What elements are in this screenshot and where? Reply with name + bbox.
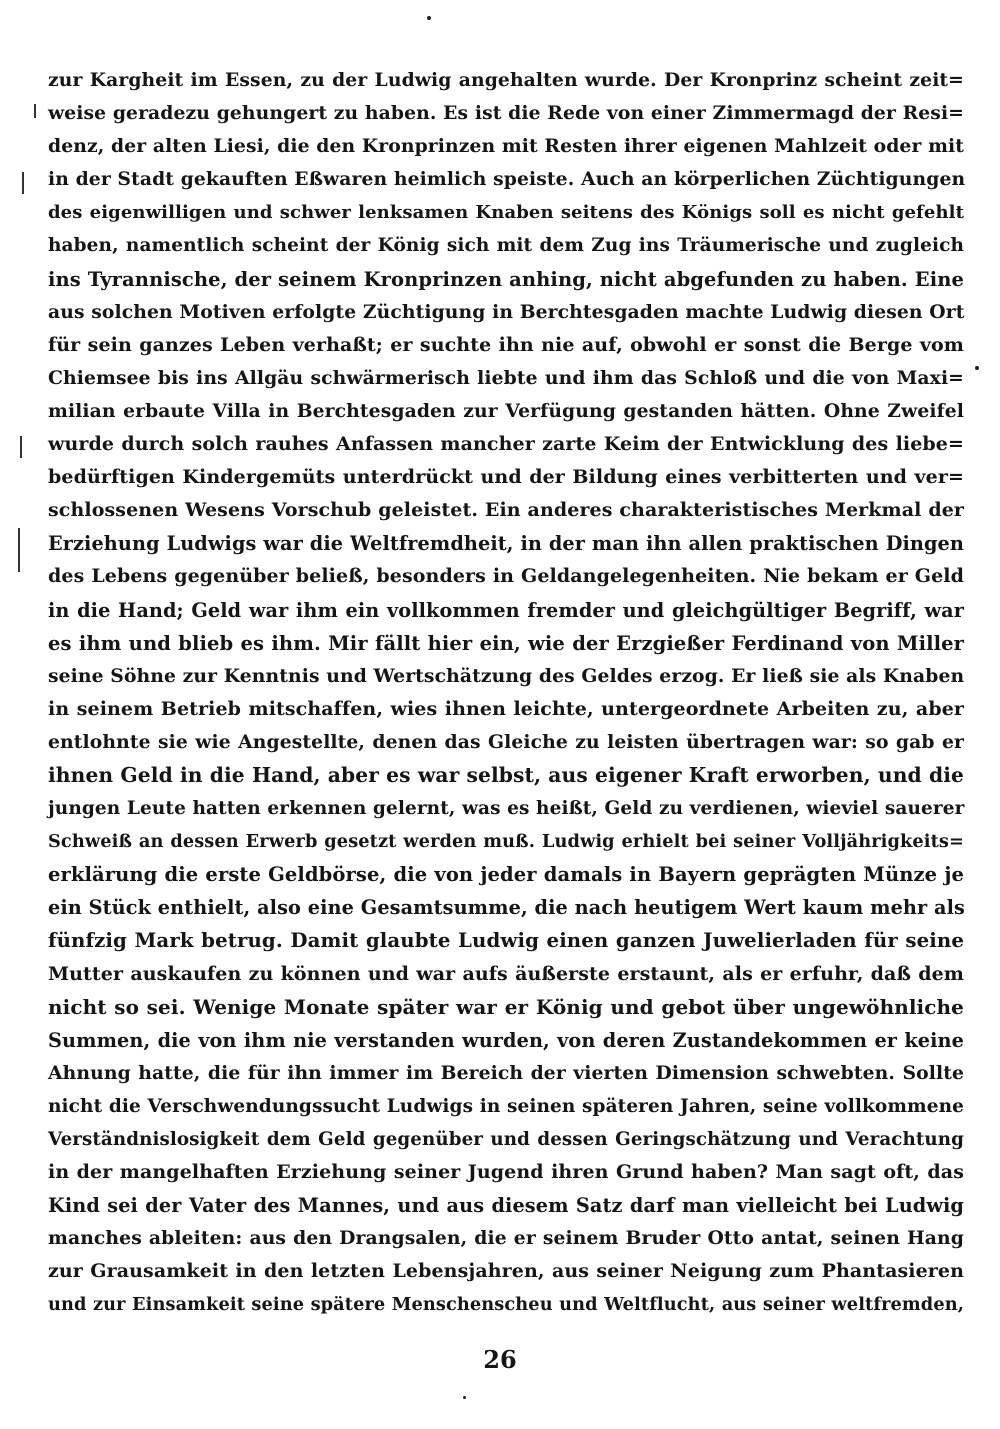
text-line: wurde durch solch rauhes Anfassen mancher zarte Keim der Entwicklung des liebe= bbox=[48, 433, 964, 456]
text-line: in seinem Betrieb mitschaffen, wies ihnen leichte, untergeordnete Arbeiten zu, aber bbox=[48, 697, 964, 720]
text-line: des eigenwilligen und schwer lenksamen Knaben seitens des Königs soll es nicht gefehlt bbox=[48, 202, 964, 224]
text-line: entlohnte sie wie Angestellte, denen das Gleiche zu leisten übertragen war: so gab er bbox=[48, 730, 964, 753]
text-line: haben, namentlich scheint der König sich mit dem Zug ins Träumerische und zugleich bbox=[48, 235, 964, 257]
text-line: milian erbaute Villa in Berchtesgaden zur Verfügung gestanden hätten. Ohne Zweifel bbox=[48, 399, 964, 422]
text-line: Summen, die von ihm nie verstanden wurden, von deren Zustandekommen er keine bbox=[48, 1028, 964, 1052]
text-line: nicht die Verschwendungssucht Ludwigs in seinen späteren Jahren, seine vollkommene bbox=[48, 1095, 964, 1117]
text-line: manches ableiten: aus den Drangsalen, die er seinem Bruder Otto antat, seinen Hang bbox=[48, 1227, 964, 1250]
text-line: denz, der alten Liesi, die den Kronprinzen mit Resten ihrer eigenen Mahlzeit oder mit bbox=[48, 135, 964, 158]
text-line: erklärung die erste Geldbörse, die von jeder damals in Bayern geprägten Münze je bbox=[48, 863, 964, 887]
text-line: Kind sei der Vater des Mannes, und aus diesem Satz darf man vielleicht bei Ludwig bbox=[48, 1194, 964, 1218]
margin-mark bbox=[22, 172, 24, 194]
text-line: Ahnung hatte, die für ihn immer im Bereich der vierten Dimension schwebten. Sollte bbox=[48, 1061, 964, 1084]
margin-mark bbox=[34, 104, 36, 118]
text-line: weise geradezu gehungert zu haben. Es ist die Rede von einer Zimmermagd der Resi= bbox=[48, 102, 964, 125]
text-line: zur Grausamkeit in den letzten Lebensjahren, aus seiner Neigung zum Phantasieren bbox=[48, 1260, 964, 1283]
ink-speck bbox=[463, 1396, 466, 1399]
text-line: aus solchen Motiven erfolgte Züchtigung in Berchtesgaden machte Ludwig diesen Ort bbox=[48, 300, 965, 323]
text-line: seine Söhne zur Kenntnis und Wertschätzung des Geldes erzog. Er ließ sie als Knaben bbox=[48, 664, 965, 687]
text-line: Erziehung Ludwigs war die Weltfremdheit, in der man ihn allen praktischen Dingen bbox=[48, 532, 964, 556]
text-line: ihnen Geld in die Hand, aber es war selbst, aus eigener Kraft erworben, und die bbox=[48, 762, 964, 787]
ink-speck bbox=[427, 16, 431, 20]
text-line: und zur Einsamkeit seine spätere Menschenscheu und Weltflucht, aus seiner weltfremden, bbox=[48, 1294, 964, 1316]
text-line: in der mangelhaften Erziehung seiner Jugend ihren Grund haben? Man sagt oft, das bbox=[48, 1161, 964, 1184]
text-line: es ihm und blieb es ihm. Mir fällt hier ein, wie der Erzgießer Ferdinand von Miller bbox=[48, 631, 964, 655]
text-line: nicht so sei. Wenige Monate später war er König und gebot über ungewöhnliche bbox=[48, 994, 964, 1019]
text-line: Schweiß an dessen Erwerb gesetzt werden muß. Ludwig erhielt bei seiner Volljährigkeits= bbox=[48, 831, 964, 853]
text-line: Verständnislosigkeit dem Geld gegenüber und dessen Geringschätzung und Verachtung bbox=[48, 1129, 964, 1150]
text-line: für sein ganzes Leben verhaßt; er suchte ihn nie auf, obwohl er sonst die Berge vom bbox=[48, 333, 964, 356]
text-line: in die Hand; Geld war ihm ein vollkommen fremder und gleichgültiger Begriff, war bbox=[48, 598, 964, 622]
margin-mark bbox=[18, 528, 20, 572]
text-line: in der Stadt gekauften Eßwaren heimlich speiste. Auch an körperlichen Züchtigungen bbox=[48, 168, 966, 191]
text-line: schlossenen Wesens Vorschub geleistet. Ein anderes charakteristisches Merkmal der bbox=[48, 499, 964, 522]
ink-speck bbox=[975, 366, 979, 370]
text-line: jungen Leute hatten erkennen gelernt, was es heißt, Geld zu verdienen, wieviel sauerer bbox=[48, 798, 965, 820]
page-number: 26 bbox=[483, 1345, 517, 1374]
text-line: zur Kargheit im Essen, zu der Ludwig angehalten wurde. Der Kronprinz scheint zeit= bbox=[48, 69, 964, 91]
text-line: Mutter auskaufen zu können und war aufs äußerste erstaunt, als er erfuhr, daß dem bbox=[48, 962, 964, 985]
text-line: ins Tyrannische, der seinem Kronprinzen anhing, nicht abgefunden zu haben. Eine bbox=[48, 267, 964, 291]
text-line: fünfzig Mark betrug. Damit glaubte Ludwig einen ganzen Juwelierladen für seine bbox=[48, 928, 964, 953]
text-line: Chiemsee bis ins Allgäu schwärmerisch liebte und ihm das Schloß und die von Maxi= bbox=[48, 366, 964, 389]
margin-mark bbox=[20, 436, 22, 458]
body-text bbox=[48, 64, 964, 1322]
text-line: bedürftigen Kindergemüts unterdrückt und der Bildung eines verbitterten und ver= bbox=[48, 466, 964, 489]
text-line: ein Stück enthielt, also eine Gesamtsumme, die nach heutigem Wert kaum mehr als bbox=[48, 896, 965, 920]
text-line: des Lebens gegenüber beließ, besonders in Geldangelegenheiten. Nie bekam er Geld bbox=[48, 565, 964, 588]
